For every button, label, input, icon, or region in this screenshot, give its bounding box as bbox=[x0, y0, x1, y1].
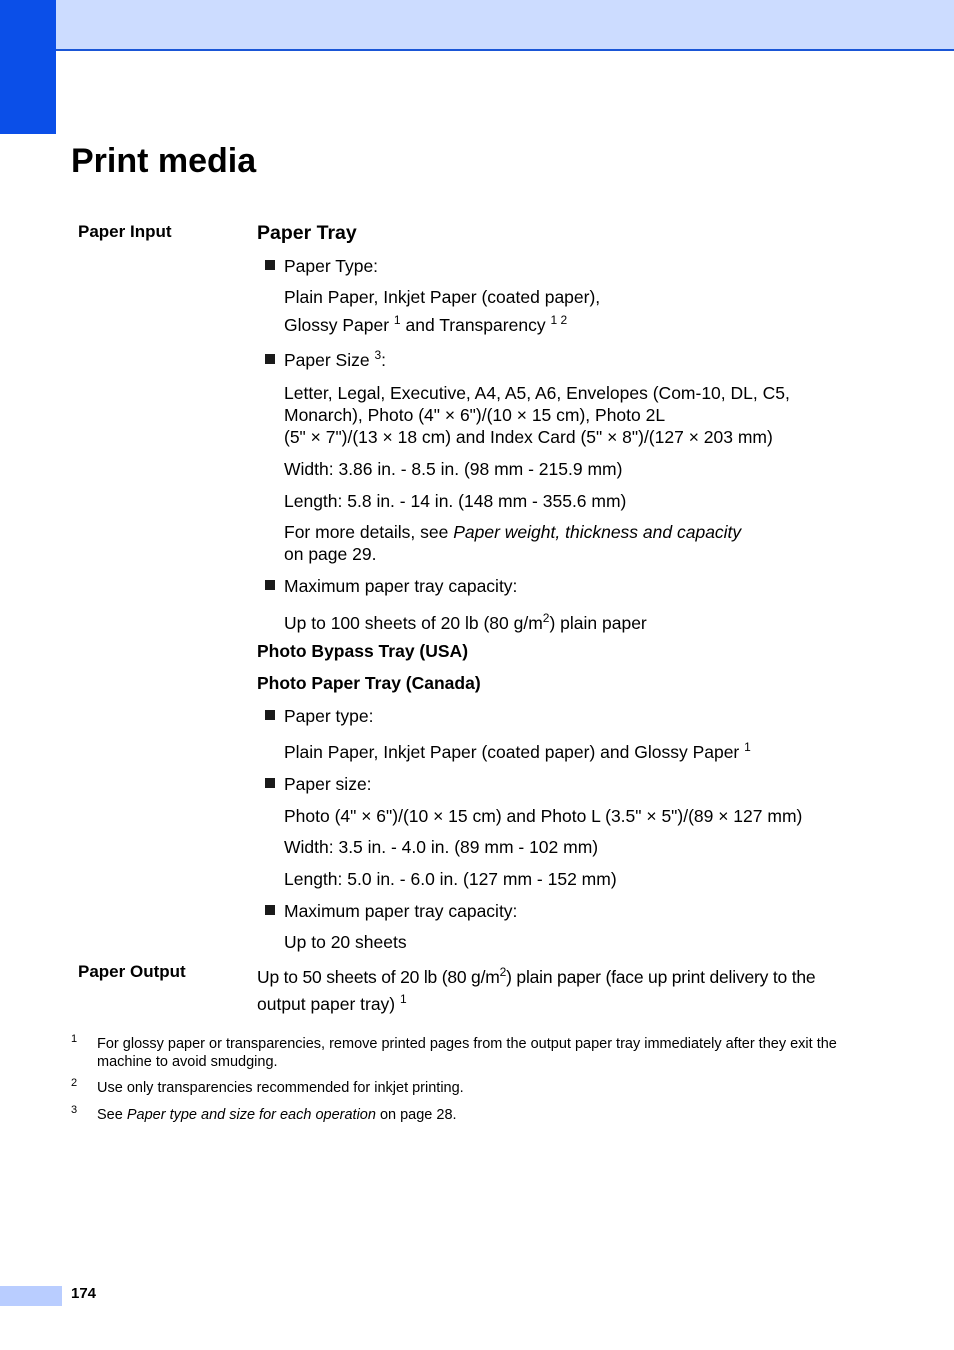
footnote-ref: 1 bbox=[393, 313, 401, 327]
paper-width: Width: 3.86 in. - 8.5 in. (98 mm - 215.9 mm) bbox=[284, 459, 623, 479]
bullet-icon bbox=[265, 354, 275, 364]
footnote-ref: 1 bbox=[400, 992, 407, 1006]
bullet-icon bbox=[265, 580, 275, 590]
bullet-icon bbox=[265, 905, 275, 915]
footnote-ref: 3 bbox=[374, 348, 382, 362]
paper-size-label: Paper Size $^3$: bbox=[284, 348, 387, 370]
output-line-2: output paper tray) $^1$ bbox=[257, 992, 407, 1014]
photo-type-label: Paper type: bbox=[284, 706, 374, 726]
footnote-number: 2 bbox=[71, 1077, 78, 1089]
paper-length: Length: 5.8 in. - 14 in. (148 mm - 355.6 mm) bbox=[284, 491, 627, 511]
paper-type-line-1: Plain Paper, Inkjet Paper (coated paper), bbox=[284, 287, 601, 307]
footnote-ref: 1 2 bbox=[550, 313, 568, 327]
capacity-label: Maximum paper tray capacity: bbox=[284, 576, 518, 596]
footer-bar bbox=[0, 1286, 62, 1306]
photo-width: Width: 3.5 in. - 4.0 in. (89 mm - 102 mm) bbox=[284, 837, 599, 857]
footnote-2: Use only transparencies recommended for inkjet printing. bbox=[97, 1080, 464, 1096]
photo-length: Length: 5.0 in. - 6.0 in. (127 mm - 152 mm) bbox=[284, 869, 617, 889]
photo-bypass-heading: Photo Bypass Tray (USA) bbox=[257, 641, 469, 661]
details-link[interactable]: Paper weight, thickness and capacity bbox=[453, 522, 742, 542]
photo-type-value: Plain Paper, Inkjet Paper (coated paper) and Glossy Paper $^1$ bbox=[284, 740, 751, 762]
footnote-3: See Paper type and size for each operation on page 28. bbox=[97, 1107, 457, 1123]
capacity-value: Up to 100 sheets of 20 lb (80 $g/m^2$) plain paper bbox=[284, 611, 647, 633]
details-text: For more details, see Paper weight, thickness and capacity bbox=[284, 522, 742, 542]
footnote-number: 1 bbox=[71, 1033, 78, 1045]
paper-tray-heading: Paper Tray bbox=[257, 222, 357, 244]
bullet-icon bbox=[265, 710, 275, 720]
photo-size-value: Photo (4" × 6")/(10 × 15 cm) and Photo L (3.5" × 5")/(89 × 127 mm) bbox=[284, 806, 803, 826]
footnote-3-link[interactable]: Paper type and size for each operation bbox=[126, 1107, 376, 1123]
footnote-1-line-1: For glossy paper or transparencies, remove printed pages from the output paper tray immediately after they exit the bbox=[97, 1036, 837, 1052]
footnote-number: 3 bbox=[71, 1104, 78, 1116]
header-bar bbox=[0, 0, 954, 51]
photo-size-label: Paper size: bbox=[284, 774, 372, 794]
paper-output-label: Paper Output bbox=[78, 962, 186, 981]
photo-paper-tray-heading: Photo Paper Tray (Canada) bbox=[257, 673, 481, 693]
paper-type-line-2: Glossy Paper $^1$ and Transparency $^{1 2}$ bbox=[284, 313, 568, 335]
bullet-icon bbox=[265, 778, 275, 788]
page-title: Print media bbox=[71, 142, 257, 180]
page-number: 174 bbox=[71, 1285, 97, 1302]
photo-capacity-label: Maximum paper tray capacity: bbox=[284, 901, 518, 921]
footnote-1-line-2: machine to avoid smudging. bbox=[97, 1054, 278, 1070]
photo-capacity-value: Up to 20 sheets bbox=[284, 932, 407, 952]
output-line-1: Up to 50 sheets of 20 lb (80 $g/m^2$) plain paper (face up print delivery to the bbox=[257, 965, 816, 987]
paper-size-line-3: (5" × 7")/(13 × 18 cm) and Index Card (5" × 8")/(127 × 203 mm) bbox=[284, 427, 773, 447]
chapter-tab bbox=[0, 0, 56, 134]
paper-input-label: Paper Input bbox=[78, 222, 172, 241]
footnote-ref: 1 bbox=[744, 740, 751, 754]
paper-type-label: Paper Type: bbox=[284, 256, 379, 276]
bullet-icon bbox=[265, 260, 275, 270]
paper-size-line-1: Letter, Legal, Executive, A4, A5, A6, Envelopes (Com-10, DL, C5, bbox=[284, 383, 790, 403]
details-page: on page 29. bbox=[284, 544, 377, 564]
paper-size-line-2: Monarch), Photo (4" × 6")/(10 × 15 cm), Photo 2L bbox=[284, 405, 666, 425]
